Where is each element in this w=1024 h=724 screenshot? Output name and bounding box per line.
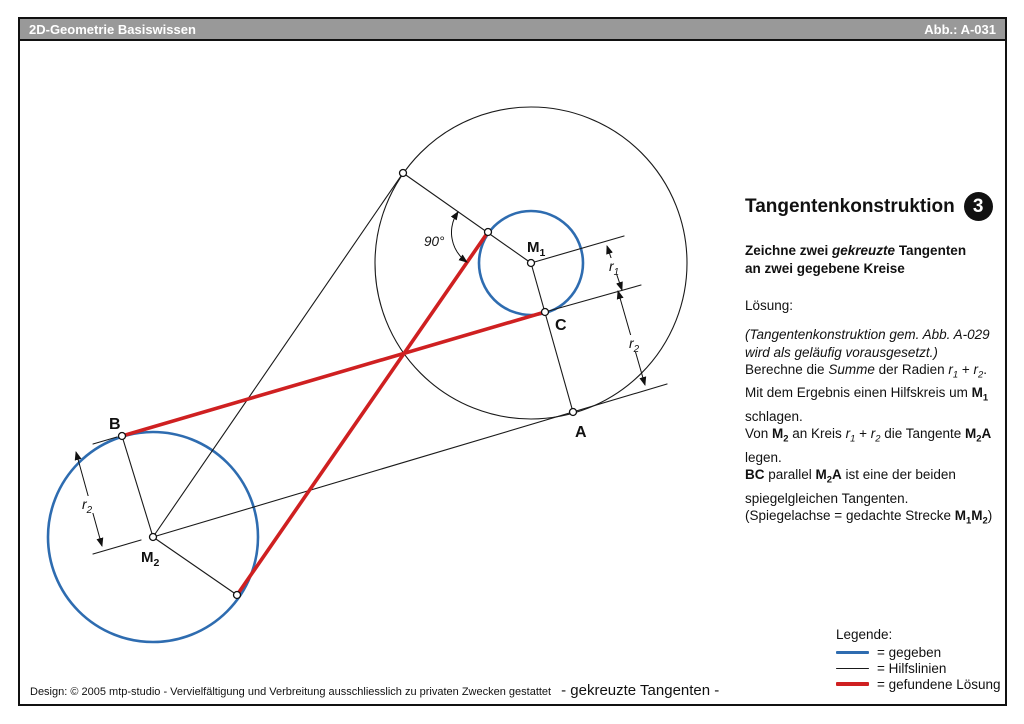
- legend-title: Legende:: [836, 627, 893, 642]
- solution-tangent-t1-t2: [237, 232, 488, 595]
- legend-swatch-given: [836, 651, 869, 654]
- label-m2: $M_2$: [141, 549, 160, 569]
- solution-label: Lösung:: [745, 298, 794, 313]
- node-t2: [234, 592, 241, 599]
- text-line: (Tangentenkonstruktion gem. Abb. A-029: [745, 327, 990, 342]
- legend-swatch-solution: [836, 682, 869, 686]
- label-b: B: [109, 416, 121, 433]
- node-m2: [150, 534, 157, 541]
- label-r1: $r_1$: [609, 258, 620, 278]
- text-line: legen.: [745, 449, 782, 465]
- figure-caption: - gekreuzte Tangenten -: [561, 682, 720, 699]
- ext-line-m2: [93, 540, 141, 554]
- label-r2-left: $r_2$: [82, 496, 93, 516]
- ext-line-c: [545, 285, 641, 312]
- legend-label: = gegeben: [877, 645, 942, 661]
- text-line: wird als geläufig vorausgesetzt.): [745, 344, 938, 360]
- legend-label: = Hilfslinien: [877, 661, 947, 677]
- node-c: [542, 309, 549, 316]
- text-line: Berechne die Summe der Radien $r_1 + r_2$.: [745, 362, 988, 381]
- angle-arc-90: [452, 212, 468, 262]
- label-c: C: [555, 317, 567, 334]
- instruction-panel: [745, 192, 1007, 530]
- step-number-badge: 3: [964, 192, 993, 221]
- label-r2-right: $r_2$: [629, 335, 640, 355]
- radius-b-m2: [122, 436, 153, 537]
- tangent-m2-a-ext: [153, 384, 667, 537]
- task-text: [745, 242, 1007, 278]
- node-a: [570, 409, 577, 416]
- copyright-credit: Design: © 2005 mtp-studio - Vervielfältigung und Verbreitung ausschliesslich zu privaten Zwecken gestattet: [30, 686, 552, 698]
- legend-label: = gefundene Lösung: [877, 676, 1001, 692]
- label-a: A: [575, 424, 587, 441]
- text-line: Zeichne zwei gekreuzte Tangenten: [745, 243, 967, 258]
- text-line: (Spiegelachse = gedachte Strecke $M_1M_2$): [745, 508, 993, 527]
- text-line: Mit dem Ergebnis einen Hilfskreis um $M_1$: [745, 385, 989, 405]
- radius-p-m1: [403, 173, 531, 263]
- text-line: schlagen.: [745, 408, 803, 424]
- legend-swatch-helper: [836, 668, 869, 669]
- node-p: [400, 170, 407, 177]
- node-t1: [485, 229, 492, 236]
- legend-item-helper: [836, 661, 1001, 677]
- solution-tangent-c-b: [122, 312, 545, 436]
- legend-item-given: [836, 645, 1001, 661]
- figure-reference: Abb.: A-031: [924, 21, 996, 37]
- label-m1: $M_1$: [527, 239, 546, 259]
- panel-title: [745, 192, 1007, 221]
- text-line: spiegelgleichen Tangenten.: [745, 490, 909, 506]
- radius-m2-t2: [153, 537, 237, 595]
- legend-item-solution: [836, 677, 1001, 693]
- text-line: an zwei gegebene Kreise: [745, 261, 905, 276]
- node-b: [119, 433, 126, 440]
- radius-m1-c-a: [531, 263, 573, 412]
- footer: [30, 682, 719, 699]
- tangent-m2-p: [153, 173, 403, 537]
- panel-title-text: Tangentenkonstruktion: [745, 195, 955, 217]
- node-m1: [528, 260, 535, 267]
- solution-text: [745, 326, 1007, 530]
- header-title: 2D-Geometrie Basiswissen: [29, 21, 196, 37]
- legend-items: [836, 645, 1001, 692]
- label-angle-90: 90°: [424, 234, 445, 249]
- legend: [836, 627, 1001, 692]
- text-line: Von $M_2$ an Kreis $r_1 + r_2$ die Tangente $M_2A$: [745, 426, 992, 446]
- text-line: BC parallel $M_2A$ ist eine der beiden: [745, 467, 956, 486]
